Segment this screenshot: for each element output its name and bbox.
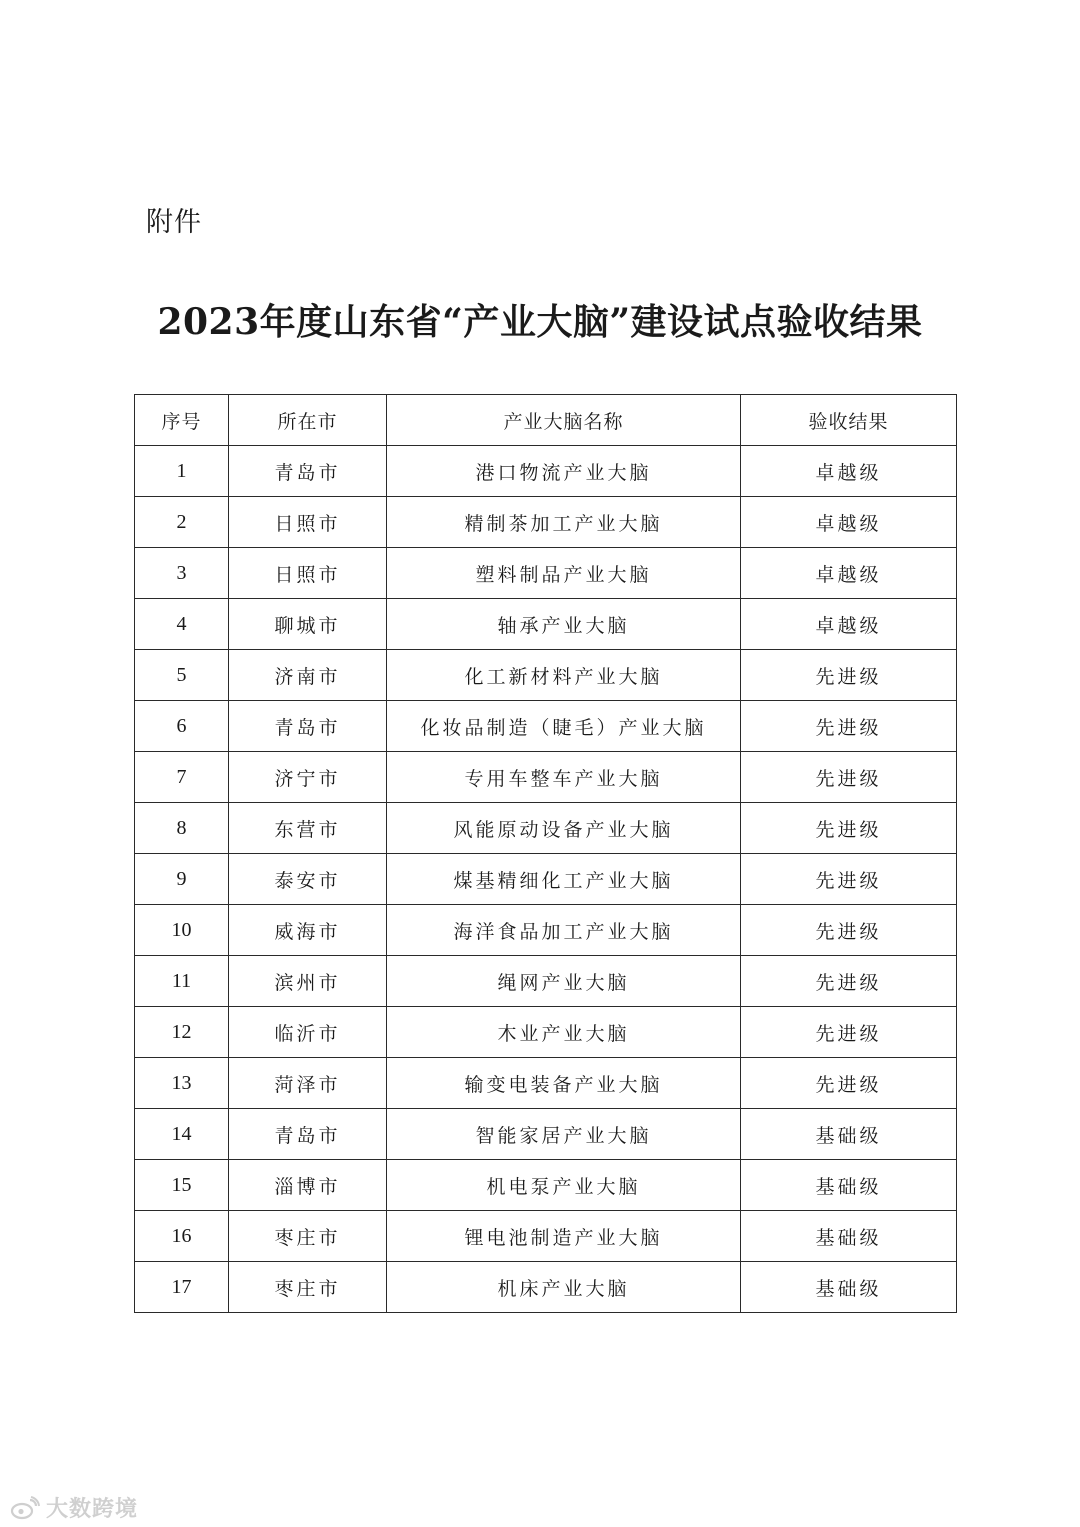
table-row bbox=[135, 497, 957, 548]
cell-index: 16 bbox=[135, 1211, 229, 1262]
watermark bbox=[10, 1492, 138, 1523]
cell-result: 先进级 bbox=[741, 905, 957, 956]
cell-index: 1 bbox=[135, 446, 229, 497]
table-row bbox=[135, 752, 957, 803]
cell-brain-name: 港口物流产业大脑 bbox=[387, 446, 741, 497]
cell-index: 11 bbox=[135, 956, 229, 1007]
table-row bbox=[135, 1109, 957, 1160]
cell-brain-name: 塑料制品产业大脑 bbox=[387, 548, 741, 599]
cell-index: 10 bbox=[135, 905, 229, 956]
cell-index: 4 bbox=[135, 599, 229, 650]
cell-result: 先进级 bbox=[741, 650, 957, 701]
cell-result: 基础级 bbox=[741, 1262, 957, 1313]
table-row bbox=[135, 1160, 957, 1211]
cell-result: 先进级 bbox=[741, 854, 957, 905]
weibo-logo-icon bbox=[10, 1496, 40, 1520]
header-result: 验收结果 bbox=[741, 395, 957, 446]
table-row bbox=[135, 548, 957, 599]
cell-result: 先进级 bbox=[741, 956, 957, 1007]
cell-city: 聊城市 bbox=[229, 599, 387, 650]
cell-index: 15 bbox=[135, 1160, 229, 1211]
cell-result: 先进级 bbox=[741, 803, 957, 854]
cell-result: 卓越级 bbox=[741, 548, 957, 599]
cell-city: 菏泽市 bbox=[229, 1058, 387, 1109]
table-row bbox=[135, 650, 957, 701]
cell-brain-name: 化工新材料产业大脑 bbox=[387, 650, 741, 701]
cell-brain-name: 机床产业大脑 bbox=[387, 1262, 741, 1313]
cell-city: 泰安市 bbox=[229, 854, 387, 905]
table-row bbox=[135, 905, 957, 956]
cell-index: 3 bbox=[135, 548, 229, 599]
cell-city: 淄博市 bbox=[229, 1160, 387, 1211]
cell-brain-name: 锂电池制造产业大脑 bbox=[387, 1211, 741, 1262]
cell-city: 青岛市 bbox=[229, 701, 387, 752]
cell-index: 13 bbox=[135, 1058, 229, 1109]
document-title: 2023年度山东省“产业大脑”建设试点验收结果 bbox=[157, 301, 923, 343]
cell-city: 济宁市 bbox=[229, 752, 387, 803]
cell-index: 12 bbox=[135, 1007, 229, 1058]
cell-city: 临沂市 bbox=[229, 1007, 387, 1058]
cell-index: 5 bbox=[135, 650, 229, 701]
header-brain-name: 产业大脑名称 bbox=[387, 395, 741, 446]
cell-city: 枣庄市 bbox=[229, 1211, 387, 1262]
cell-brain-name: 木业产业大脑 bbox=[387, 1007, 741, 1058]
cell-brain-name: 轴承产业大脑 bbox=[387, 599, 741, 650]
table-row bbox=[135, 701, 957, 752]
cell-result: 卓越级 bbox=[741, 446, 957, 497]
table-row bbox=[135, 1007, 957, 1058]
cell-index: 2 bbox=[135, 497, 229, 548]
cell-city: 日照市 bbox=[229, 497, 387, 548]
cell-city: 威海市 bbox=[229, 905, 387, 956]
cell-brain-name: 煤基精细化工产业大脑 bbox=[387, 854, 741, 905]
cell-city: 青岛市 bbox=[229, 446, 387, 497]
cell-result: 基础级 bbox=[741, 1211, 957, 1262]
table-row bbox=[135, 956, 957, 1007]
watermark-text: 大数跨境 bbox=[46, 1497, 139, 1522]
table-header-row bbox=[135, 395, 957, 446]
cell-city: 枣庄市 bbox=[229, 1262, 387, 1313]
cell-result: 先进级 bbox=[741, 701, 957, 752]
cell-city: 日照市 bbox=[229, 548, 387, 599]
cell-city: 东营市 bbox=[229, 803, 387, 854]
cell-city: 滨州市 bbox=[229, 956, 387, 1007]
cell-brain-name: 智能家居产业大脑 bbox=[387, 1109, 741, 1160]
cell-index: 7 bbox=[135, 752, 229, 803]
cell-result: 基础级 bbox=[741, 1109, 957, 1160]
cell-brain-name: 风能原动设备产业大脑 bbox=[387, 803, 741, 854]
table-body bbox=[135, 446, 957, 1313]
cell-index: 9 bbox=[135, 854, 229, 905]
cell-result: 先进级 bbox=[741, 1007, 957, 1058]
table-row bbox=[135, 1058, 957, 1109]
attachment-label: 附件 bbox=[146, 207, 202, 238]
header-city: 所在市 bbox=[229, 395, 387, 446]
cell-brain-name: 化妆品制造（睫毛）产业大脑 bbox=[387, 701, 741, 752]
header-index: 序号 bbox=[135, 395, 229, 446]
cell-result: 基础级 bbox=[741, 1160, 957, 1211]
cell-result: 先进级 bbox=[741, 1058, 957, 1109]
cell-brain-name: 精制茶加工产业大脑 bbox=[387, 497, 741, 548]
table-row bbox=[135, 803, 957, 854]
cell-brain-name: 绳网产业大脑 bbox=[387, 956, 741, 1007]
table-row bbox=[135, 854, 957, 905]
cell-result: 卓越级 bbox=[741, 497, 957, 548]
cell-brain-name: 海洋食品加工产业大脑 bbox=[387, 905, 741, 956]
cell-index: 8 bbox=[135, 803, 229, 854]
cell-brain-name: 专用车整车产业大脑 bbox=[387, 752, 741, 803]
table-row bbox=[135, 446, 957, 497]
cell-city: 青岛市 bbox=[229, 1109, 387, 1160]
cell-index: 17 bbox=[135, 1262, 229, 1313]
cell-index: 6 bbox=[135, 701, 229, 752]
table-row bbox=[135, 1211, 957, 1262]
table-row bbox=[135, 1262, 957, 1313]
cell-index: 14 bbox=[135, 1109, 229, 1160]
cell-brain-name: 机电泵产业大脑 bbox=[387, 1160, 741, 1211]
table-row bbox=[135, 599, 957, 650]
results-table bbox=[134, 394, 957, 1313]
cell-result: 卓越级 bbox=[741, 599, 957, 650]
cell-city: 济南市 bbox=[229, 650, 387, 701]
cell-result: 先进级 bbox=[741, 752, 957, 803]
cell-brain-name: 输变电装备产业大脑 bbox=[387, 1058, 741, 1109]
